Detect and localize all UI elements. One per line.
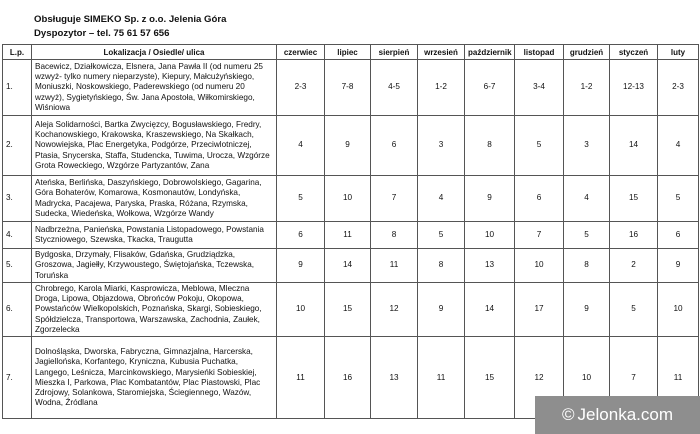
row-number: 6.	[3, 282, 32, 336]
pickup-date-cell: 14	[610, 116, 658, 176]
pickup-date-cell: 7	[610, 337, 658, 419]
pickup-date-cell: 10	[325, 176, 371, 222]
pickup-date-cell: 3	[418, 116, 465, 176]
pickup-date-cell: 14	[325, 249, 371, 283]
pickup-date-cell: 12	[515, 337, 564, 419]
location-cell: Chrobrego, Karola Miarki, Kasprowicza, Meblowa, Mleczna Droga, Lipowa, Objazdowa, Obrońców Pokoju, Okopowa, Powstańców Wielkopolskich, Poznańska, Skargi, Sobieskiego, Spółdzielcza, Transportowa, Warszawska, Zachodnia, Zaułek, Zgorzelecka	[32, 282, 277, 336]
pickup-date-cell: 2-3	[277, 60, 325, 116]
pickup-date-cell: 4	[418, 176, 465, 222]
pickup-date-cell: 7	[371, 176, 418, 222]
column-header-month: październik	[465, 45, 515, 60]
pickup-date-cell: 15	[465, 337, 515, 419]
column-header-lp: L.p.	[3, 45, 32, 60]
pickup-date-cell: 11	[658, 337, 699, 419]
location-cell: Dolnośląska, Dworska, Fabryczna, Gimnazjalna, Harcerska, Jagiellońska, Korfantego, Kryniczna, Kubusia Puchatka, Langego, Leśnicza, Marcinkowskiego, Marysieńki Sobieskiej, Mieszka I, Parkowa, Plac Kombatantów, Plac Piastowski, Plac Zdrojowy, Solankowa, Staromiejska, Ściegiennego, Wazów, Wodna, Źródlana	[32, 337, 277, 419]
pickup-date-cell: 11	[277, 337, 325, 419]
column-header-location: Lokalizacja / Osiedle/ ulica	[32, 45, 277, 60]
pickup-date-cell: 8	[564, 249, 610, 283]
pickup-date-cell: 10	[658, 282, 699, 336]
pickup-date-cell: 9	[564, 282, 610, 336]
jelonka-watermark	[535, 396, 700, 434]
watermark-text: Jelonka.com	[577, 405, 673, 424]
column-header-month: listopad	[515, 45, 564, 60]
pickup-date-cell: 11	[325, 222, 371, 249]
pickup-date-cell: 10	[277, 282, 325, 336]
row-number: 5.	[3, 249, 32, 283]
table-row	[3, 116, 699, 176]
column-header-month: lipiec	[325, 45, 371, 60]
location-cell: Ateńska, Berlińska, Daszyńskiego, Dobrowolskiego, Gagarina, Góra Bohaterów, Komarowa, Kosmonautów, Londyńska, Madrycka, Pacajewa, Paryska, Praska, Różana, Rzymska, Sudecka, Wiedeńska, Wołkowa, Wzgórze Wandy	[32, 176, 277, 222]
pickup-date-cell: 3-4	[515, 60, 564, 116]
column-header-month: sierpień	[371, 45, 418, 60]
document-header	[34, 13, 226, 41]
pickup-date-cell: 9	[418, 282, 465, 336]
pickup-date-cell: 16	[610, 222, 658, 249]
pickup-date-cell: 4	[658, 116, 699, 176]
pickup-date-cell: 1-2	[418, 60, 465, 116]
pickup-date-cell: 9	[325, 116, 371, 176]
pickup-date-cell: 16	[325, 337, 371, 419]
pickup-date-cell: 6	[515, 176, 564, 222]
pickup-date-cell: 10	[564, 337, 610, 419]
pickup-date-cell: 4	[277, 116, 325, 176]
table-row	[3, 282, 699, 336]
column-header-month: grudzień	[564, 45, 610, 60]
pickup-date-cell: 5	[658, 176, 699, 222]
location-cell: Aleja Solidarności, Bartka Zwycięzcy, Bogusławskiego, Fredry, Kochanowskiego, Krakowska, Kraszewskiego, Na Skałkach, Nowowiejska, Plac Energetyka, Podgórze, Przeciwlotniczej, Ptasia, Snycerska, Staffa, Studencka, Tuwima, Urocza, Wzgórze Grota Roweckiego, Wzgórze Partyzantów, Zana	[32, 116, 277, 176]
pickup-date-cell: 11	[418, 337, 465, 419]
pickup-date-cell: 15	[610, 176, 658, 222]
pickup-date-cell: 5	[418, 222, 465, 249]
pickup-date-cell: 6	[371, 116, 418, 176]
pickup-date-cell: 15	[325, 282, 371, 336]
row-number: 2.	[3, 116, 32, 176]
dispatcher-line: Dyspozytor – tel. 75 61 57 656	[34, 28, 170, 39]
location-cell: Bacewicz, Działkowicza, Elsnera, Jana Pawła II (od numeru 25 wzwyż- tylko numery nieparzyste), Kiepury, Małcużyńskiego, Moniuszki, Noskowskiego, Paderewskiego (od numeru 20 wzwyż), Sygietyńskiego, Św. Jana Apostoła, Wiłkomirskiego, Wiśniowa	[32, 60, 277, 116]
row-number: 1.	[3, 60, 32, 116]
column-header-month: czerwiec	[277, 45, 325, 60]
table-row	[3, 60, 699, 116]
pickup-date-cell: 14	[465, 282, 515, 336]
column-header-month: luty	[658, 45, 699, 60]
pickup-date-cell: 12	[371, 282, 418, 336]
column-header-month: wrzesień	[418, 45, 465, 60]
location-cell: Nadbrzeżna, Panieńska, Powstania Listopadowego, Powstania Styczniowego, Szewska, Tkacka, Traugutta	[32, 222, 277, 249]
operator-line: Obsługuje SIMEKO Sp. z o.o. Jelenia Góra	[34, 14, 227, 25]
pickup-date-cell: 17	[515, 282, 564, 336]
pickup-date-cell: 7-8	[325, 60, 371, 116]
table-row	[3, 249, 699, 283]
pickup-date-cell: 10	[465, 222, 515, 249]
pickup-date-cell: 5	[610, 282, 658, 336]
pickup-date-cell: 6	[658, 222, 699, 249]
pickup-date-cell: 12-13	[610, 60, 658, 116]
pickup-date-cell: 4	[564, 176, 610, 222]
table-row	[3, 176, 699, 222]
location-cell: Bydgoska, Drzymały, Flisaków, Gdańska, Grudziądzka, Groszowa, Jagiełły, Krzywoustego, Świętojańska, Tczewska, Toruńska	[32, 249, 277, 283]
copyright-icon: ©	[562, 405, 575, 424]
table-header-row	[3, 45, 699, 60]
pickup-date-cell: 6-7	[465, 60, 515, 116]
table-row	[3, 222, 699, 249]
pickup-date-cell: 8	[465, 116, 515, 176]
row-number: 3.	[3, 176, 32, 222]
pickup-date-cell: 8	[418, 249, 465, 283]
pickup-date-cell: 13	[465, 249, 515, 283]
pickup-date-cell: 13	[371, 337, 418, 419]
pickup-date-cell: 3	[564, 116, 610, 176]
pickup-date-cell: 5	[564, 222, 610, 249]
pickup-date-cell: 9	[658, 249, 699, 283]
pickup-date-cell: 2	[610, 249, 658, 283]
pickup-date-cell: 6	[277, 222, 325, 249]
pickup-date-cell: 4-5	[371, 60, 418, 116]
pickup-date-cell: 8	[371, 222, 418, 249]
pickup-date-cell: 11	[371, 249, 418, 283]
column-header-month: styczeń	[610, 45, 658, 60]
pickup-date-cell: 7	[515, 222, 564, 249]
pickup-date-cell: 5	[515, 116, 564, 176]
pickup-date-cell: 1-2	[564, 60, 610, 116]
row-number: 4.	[3, 222, 32, 249]
pickup-date-cell: 9	[465, 176, 515, 222]
pickup-date-cell: 5	[277, 176, 325, 222]
pickup-date-cell: 10	[515, 249, 564, 283]
pickup-date-cell: 2-3	[658, 60, 699, 116]
pickup-date-cell: 9	[277, 249, 325, 283]
row-number: 7.	[3, 337, 32, 419]
collection-schedule-table	[2, 44, 699, 419]
